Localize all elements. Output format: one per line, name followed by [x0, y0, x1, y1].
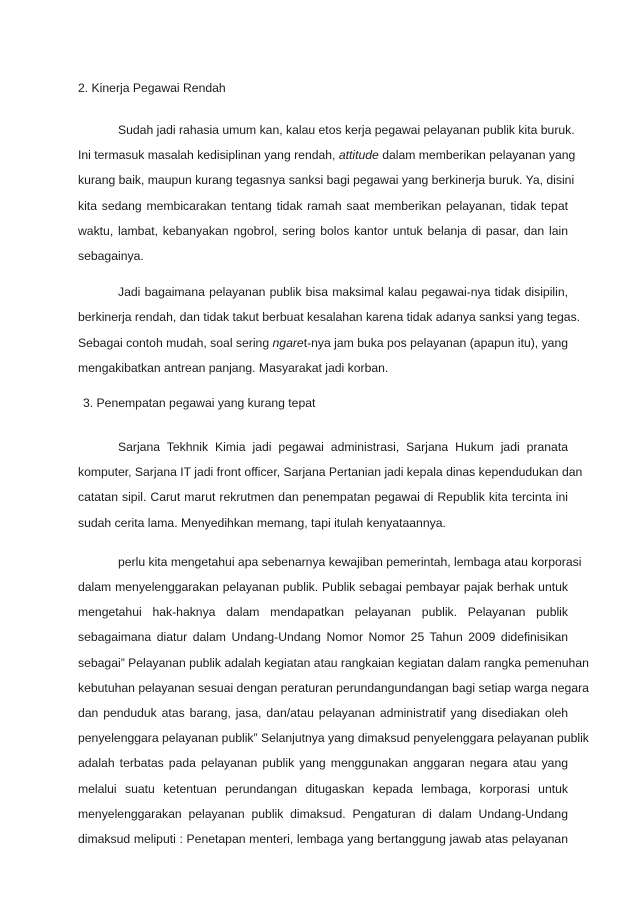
- text-line: komputer, Sarjana IT jadi front officer, Sarjana Pertanian jadi kepala dinas kependudukan dan: [78, 465, 583, 480]
- text-run: Sebagai contoh mudah, soal sering: [78, 335, 273, 350]
- text-line: Sudah jadi rahasia umum kan, kalau etos kerja pegawai pelayanan publik kita buruk.: [118, 123, 575, 137]
- text-line: sebagai” Pelayanan publik adalah kegiatan atau rangkaian kegiatan dalam rangka pemenuhan: [78, 655, 589, 670]
- text-line: menyelenggarakan pelayanan publik dimaksud. Pengaturan di dalam Undang-Undang: [78, 806, 568, 821]
- text-line: sebagaimana diatur dalam Undang-Undang Nomor Nomor 25 Tahun 2009 didefinisikan: [78, 630, 568, 645]
- text-line: sudah cerita lama. Menyedihkan memang, tapi itulah kenyataannya.: [78, 515, 446, 530]
- text-line: kurang baik, maupun kurang tegasnya sanksi bagi pegawai yang berkinerja buruk. Ya, disini: [78, 173, 575, 188]
- text-line: waktu, lambat, kebanyakan ngobrol, sering bolos kantor untuk belanja di pasar, dan lain: [78, 223, 568, 238]
- paragraph-kewajiban-pemerintah: [78, 550, 589, 852]
- text-line: mengakibatkan antrean panjang. Masyarakat jadi korban.: [78, 360, 389, 375]
- text-line: Sarjana Tekhnik Kimia jadi pegawai administrasi, Sarjana Hukum jadi pranata: [118, 440, 568, 455]
- text-line: dan penduduk atas barang, jasa, dan/atau pelayanan administratif yang disediakan oleh: [78, 706, 568, 721]
- text-line: sebagainya.: [78, 249, 144, 264]
- italic-term: ngare: [272, 335, 304, 350]
- text-line: adalah terbatas pada pelayanan publik yang menggunakan anggaran negara atau yang: [78, 756, 568, 771]
- text-line: dimaksud meliputi : Penetapan menteri, lembaga yang bertanggung jawab atas pelayanan: [78, 832, 568, 847]
- paragraph-etos-kerja: [78, 118, 576, 269]
- text-run: Ini termasuk masalah kedisiplinan yang rendah,: [78, 148, 339, 163]
- text-line: mengetahui hak-haknya dalam mendapatkan pelayanan publik. Pelayanan publik: [78, 605, 568, 620]
- text-line: [78, 143, 576, 168]
- text-line: Jadi bagaimana pelayanan publik bisa maksimal kalau pegawai-nya tidak disipilin,: [118, 285, 568, 300]
- paragraph-sarjana: [78, 435, 583, 536]
- text-line: dalam menyelenggarakan pelayanan publik. Publik sebagai pembayar pajak berhak untuk: [78, 580, 568, 595]
- text-line: kebutuhan pelayanan sesuai dengan peraturan perundangundangan bagi setiap warga negara: [78, 680, 589, 695]
- document-page: [78, 80, 589, 852]
- italic-term: attitude: [338, 148, 379, 163]
- text-line: melalui suatu ketentuan perundangan ditugaskan kepada lembaga, korporasi untuk: [78, 781, 568, 796]
- text-line: berkinerja rendah, dan tidak takut berbuat kesalahan karena tidak adanya sanksi yang tegas.: [78, 310, 581, 325]
- text-line: catatan sipil. Carut marut rekrutmen dan penempatan pegawai di Republik kita tercinta ini: [78, 490, 568, 505]
- text-line: perlu kita mengetahui apa sebenarnya kewajiban pemerintah, lembaga atau korporasi: [118, 554, 582, 569]
- text-line: penyelenggara pelayanan publik” Selanjutnya yang dimaksud penyelenggara pelayanan publik: [78, 731, 589, 746]
- paragraph-pelayanan-maksimal: [78, 280, 581, 381]
- text-line: [78, 331, 568, 356]
- section-heading-kinerja: 2. Kinerja Pegawai Rendah: [78, 81, 226, 95]
- text-run: dalam memberikan pelayanan yang: [378, 148, 576, 163]
- section-heading-penempatan: 3. Penempatan pegawai yang kurang tepat: [83, 396, 316, 411]
- text-line: kita sedang membicarakan tentang tidak ramah saat memberikan pelayanan, tidak tepat: [78, 198, 568, 213]
- text-run: t-nya jam buka pos pelayanan (apapun itu), yang: [303, 335, 569, 350]
